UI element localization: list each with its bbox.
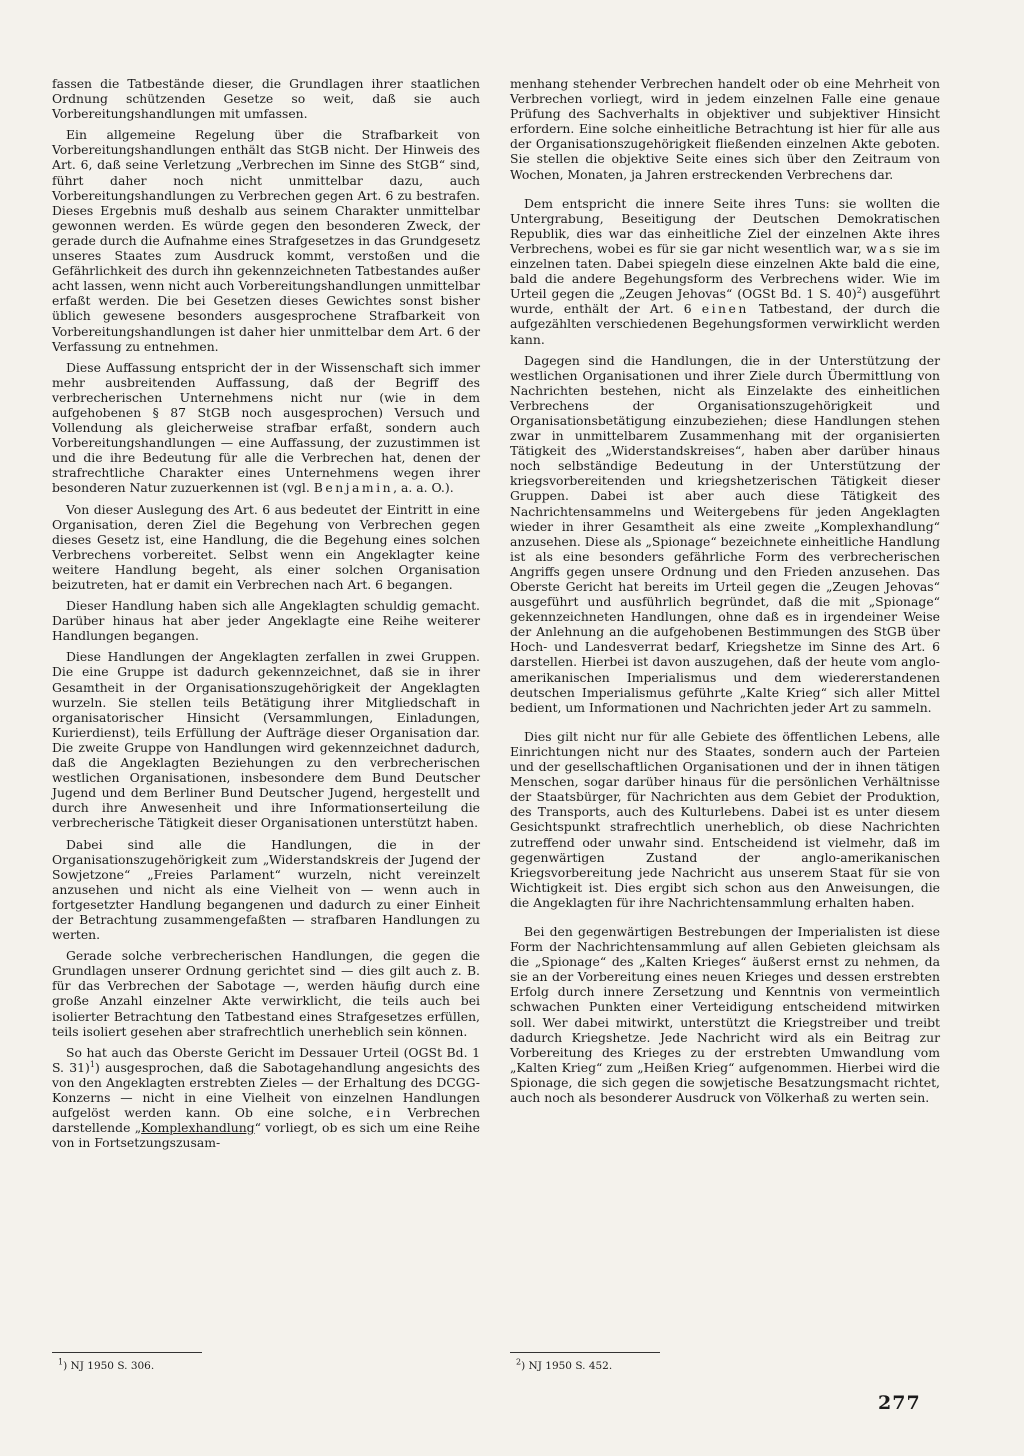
paragraph: Gerade solche verbrecherischen Handlungen, die gegen die Grundlagen unserer Ordnung gerichtet sind — dies gilt auch z. B. für das Verbrechen der Sabotage —, werden häufig durch eine große Anzahl einzelner Akte verwirklicht, die teils auch bei isolierter Betrachtung den Tatbestand eines Strafgesetzes erfüllen, teils isoliert gesehen aber strafrechtlich unerheblich sein können. [52, 948, 480, 1039]
spaced-word: einen [701, 301, 749, 317]
paragraph: fassen die Tatbestände dieser, die Grundlagen ihrer staatlichen Ordnung schützenden Gesetze so weit, daß sie auch Vorbereitungshandlungen mit umfassen. [52, 76, 480, 122]
paragraph: Diese Handlungen der Angeklagten zerfallen in zwei Gruppen. Die eine Gruppe ist dadurch gekennzeichnet, daß sie in ihrer Gesamtheit in der Organisationszugehörigkeit der Angeklagten wurzeln. Sie stellen teils Betätigung ihrer Mitgliedschaft in organisatorischer Hinsicht (Versammlungen, Einladungen, Kurierdienst), teils Erfüllung der Aufträge dieser Organisation dar. Die zweite Gruppe von Handlungen wird gekennzeichnet dadurch, daß die Angeklagten Beziehungen zu den verbrecherischen westlichen Organisationen, insbesondere dem Bund Deutscher Jugend und dem Berliner Bund Deutscher Jugend, hergestellt und durch ihre Anwesenheit und ihre Informationserteilung die verbrecherische Tätigkeit dieser Organisationen unterstützt haben. [52, 649, 480, 831]
footnote-divider [510, 1352, 660, 1353]
right-column [510, 76, 940, 1111]
paragraph: Diese Auffassung entspricht der in der Wissenschaft sich immer mehr ausbreitenden Auffassung, daß der Begriff des verbrecherischen Unternehmens nicht nur (wie in dem aufgehobenen § 87 StGB noch ausgesprochen) Versuch und Vollendung als gleicherweise strafbar erfaßt, sondern auch Vorbereitungshandlungen — eine Auffassung, der zuzustimmen ist und die ihre Bedeutung für alle die Verbrechen hat, denen der strafrechtliche Charakter eines Unternehmens wegen ihrer besonderen Natur zuzuerkennen ist (vgl. Benjamin, a. a. O.). [52, 359, 480, 496]
page-number: 277 [878, 1392, 921, 1414]
paragraph: Dabei sind alle die Handlungen, die in der Organisationszugehörigkeit zum „Widerstandskreis der Jugend der Sowjetzone“ „Freies Parlament“ wurzeln, nicht vereinzelt anzusehen und nicht als eine Vielheit von — wenn auch in fortgesetzter Handlung begangenen und dadurch zu einer Einheit der Betrachtung zusammengefaßten — strafbaren Handlungen zu werten. [52, 836, 480, 943]
footnote-left: $^1$) NJ 1950 S. 306. [58, 1357, 155, 1372]
underlined-word: Komplexhandlung [141, 1120, 255, 1136]
spaced-word: ein [366, 1105, 394, 1121]
left-column [52, 76, 480, 1156]
paragraph: Bei den gegenwärtigen Bestrebungen der Imperialisten ist diese Form der Nachrichtensammlung auf allen Gebieten gleichsam als die „Spionage“ des „Kalten Krieges“ äußerst ernst zu nehmen, da sie an der Vorbereitung eines neuen Krieges und dessen erstrebten Erfolg durch innere Zersetzung und Kenntnis von vermeintlich schwachen Punkten einer Verteidigung entscheidend mitwirken soll. Wer dabei mitwirkt, unterstützt die Kriegstreiber und treibt dadurch Kriegshetze. Jede Nachricht wird als ein Beitrag zur Vorbereitung des Krieges zu der erstrebten Umwandlung vom „Kalten Krieg“ zum „Heißen Krieg“ aufgenommen. Hierbei wird die Spionage, die sich gegen die sowjetische Besatzungsmacht richtet, auch noch als besonderer Ausdruck von Völkerhaß zu werten sein. [510, 923, 940, 1105]
spaced-author-name: Benjamin [313, 480, 394, 496]
footnote-divider [52, 1352, 202, 1353]
paragraph: Dies gilt nicht nur für alle Gebiete des öffentlichen Lebens, alle Einrichtungen nicht nur des Staates, sondern auch der Parteien und der gesellschaftlichen Organisationen und der in ihnen tätigen Menschen, sogar darüber hinaus für die persönlichen Verhältnisse der Staatsbürger, für Nachrichten aus dem Gebiet der Produktion, des Transports, auch des Kulturlebens. Dabei ist es unter diesem Gesichtspunkt strafrechtlich unerheblich, ob diese Nachrichten zutreffend oder unwahr sind. Entscheidend ist vielmehr, daß im gegenwärtigen Zustand der anglo-amerikanischen Kriegsvorbereitung jede Nachricht aus unserem Staat für sie von Wichtigkeit ist. Dies ergibt sich schon aus den Anweisungen, die die Angeklagten für ihre Nachrichtensammlung erhalten haben. [510, 728, 940, 910]
paragraph: Ein allgemeine Regelung über die Strafbarkeit von Vorbereitungshandlungen enthält das StGB nicht. Der Hinweis des Art. 6, daß seine Verletzung „Verbrechen im Sinne des StGB“ sind, führt daher noch nicht unmittelbar dazu, auch Vorbereitungshandlungen zu Verbrechen gegen Art. 6 zu bestrafen. Dieses Ergebnis muß deshalb aus seinem Charakter unmittelbar gewonnen werden. Es würde gegen den besonderen Zweck, der gerade durch die Aufnahme eines Strafgesetzes in das Grundgesetz unseres Staates zum Ausdruck kommt, verstoßen und die Gefährlichkeit des durch ihn gekennzeichneten Tatbestandes außer acht lassen, wenn nicht auch Vorbereitungshandlungen unmittelbar erfaßt werden. Die bei Gesetzen dieses Gewichtes sonst bisher üblich gewesene besonders ausgesprochene Strafbarkeit von Vorbereitungshandlungen ist daher hier unmittelbar dem Art. 6 der Verfassung zu entnehmen. [52, 127, 480, 354]
spaced-word: was [866, 240, 898, 256]
paragraph: Von dieser Auslegung des Art. 6 aus bedeutet der Eintritt in eine Organisation, deren Ziel die Begehung von Verbrechen gegen dieses Gesetz ist, eine Handlung, die die Begehung eines solchen Verbrechens vorbereitet. Selbst wenn ein Angeklagter keine weitere Handlung begeht, als einer solchen Organisation beizutreten, hat er damit ein Verbrechen nach Art. 6 begangen. [52, 501, 480, 592]
footnote-ref: 1 [89, 1059, 95, 1069]
footnote-right: $^2$) NJ 1950 S. 452. [516, 1357, 613, 1372]
footnote-ref: 2 [856, 286, 862, 296]
paragraph: Dieser Handlung haben sich alle Angeklagten schuldig gemacht. Darüber hinaus hat aber jeder Angeklagte eine Reihe weiterer Handlungen begangen. [52, 598, 480, 644]
paragraph: menhang stehender Verbrechen handelt oder ob eine Mehrheit von Verbrechen vorliegt, wird in jedem einzelnen Falle eine genaue Prüfung des Sachverhalts in objektiver und subjektiver Hinsicht erfordern. Eine solche einheitliche Betrachtung ist hier für alle aus der Organisationszugehörigkeit fließenden einzelnen Akte geboten. Sie stellen die objektive Seite eines sich über den Zeitraum von Wochen, Monaten, ja Jahren erstreckenden Verbrechens dar. [510, 76, 940, 182]
paragraph: So hat auch das Oberste Gericht im Dessauer Urteil (OGSt Bd. 1 S. 31)$^1$) ausgesprochen, daß die Sabotagehandlung angesichts des von den Angeklagten erstrebten Zieles — der Erhaltung des DCGG-Konzerns — nicht in eine Vielheit von einzelnen Handlungen aufgelöst werden kann. Ob eine solche, ein Verbrechen darstellende „Komplexhandlung“ vorliegt, ob es sich um eine Reihe von in Fortsetzungszusam- [52, 1044, 480, 1151]
paragraph: Dem entspricht die innere Seite ihres Tuns: sie wollten die Untergrabung, Beseitigung der Deutschen Demokratischen Republik, dies war das einheitliche Ziel der einzelnen Akte ihres Verbrechens, wobei es für sie gar nicht wesentlich war, was sie im einzelnen taten. Dabei spiegeln diese einzelnen Akte bald die eine, bald die andere Begehungsform des Verbrechens wider. Wie im Urteil gegen die „Zeugen Jehovas“ (OGSt Bd. 1 S. 40)$^2$) ausgeführt wurde, enthält der Art. 6 einen Tatbestand, der durch die aufgezählten verschiedenen Begehungsformen verwirklicht werden kann. [510, 195, 940, 347]
paragraph: Dagegen sind die Handlungen, die in der Unterstützung der westlichen Organisationen und ihrer Ziele durch Übermittlung von Nachrichten bestehen, nicht als Einzelakte des einheitlichen Verbrechens der Organisationszugehörigkeit und Organisationsbetätigung einzubeziehen; diese Handlungen stehen zwar in unmittelbarem Zusammenhang mit der organisierten Tätigkeit des „Widerstandskreises“, haben aber darüber hinaus noch selbständige Bedeutung in der Unterstützung der kriegsvorbereitenden und kriegshetzerischen Tätigkeit dieser Gruppen. Dabei ist aber auch diese Tätigkeit des Nachrichtensammelns und Weitergebens für jeden Angeklagten wieder in ihrer Gesamtheit als eine zweite „Komplexhandlung“ anzusehen. Diese als „Spionage“ bezeichnete einheitliche Handlung ist als eine besonders gefährliche Form des verbrecherischen Angriffs gegen unsere Ordnung und den Frieden anzusehen. Das Oberste Gericht hat bereits im Urteil gegen die „Zeugen Jehovas“ ausgeführt und ausführlich begründet, daß die mit „Spionage“ gekennzeichneten Handlungen, ohne daß es in irgendeiner Weise der Anlehnung an die aufgehobenen Bestimmungen des StGB über Hoch- und Landesverrat bedarf, Kriegshetze im Sinne des Art. 6 darstellen. Hierbei ist davon auszugehen, daß der heute vom anglo-amerikanischen Imperialismus und dem wiedererstandenen deutschen Imperialismus geführte „Kalte Krieg“ sich aller Mittel bedient, um Informationen und Nachrichten jeder Art zu sammeln. [510, 352, 940, 715]
